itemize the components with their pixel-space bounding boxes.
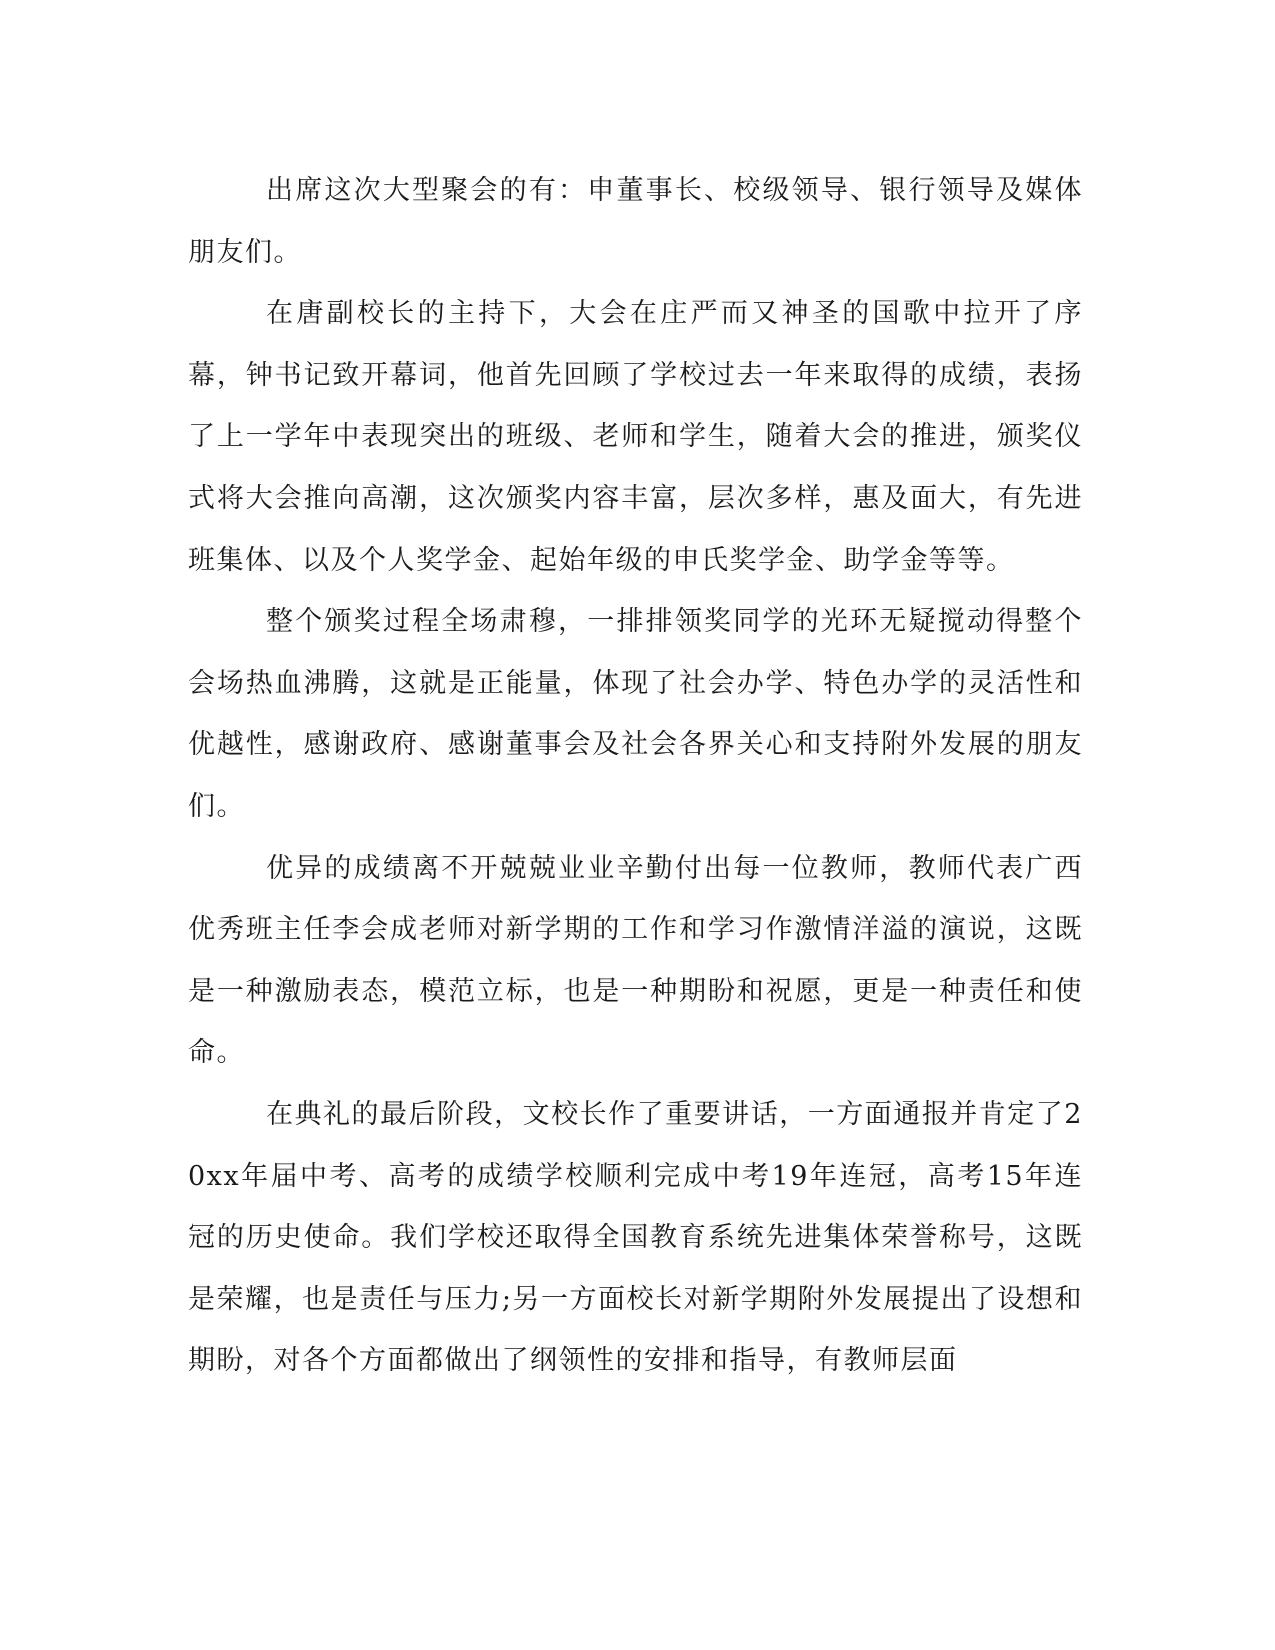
document-body [188, 160, 1083, 1392]
paragraph-principal-speech: 在典礼的最后阶段，文校长作了重要讲话，一方面通报并肯定了20xx年届中考、高考的成绩学校顺利完成中考19年连冠，高考15年连冠的历史使命。我们学校还取得全国教育系统先进集体荣誉称号，这既是荣耀，也是责任与压力;另一方面校长对新学期附外发展提出了设想和期盼，对各个方面都做出了纲领性的安排和指导，有教师层面 [188, 1098, 1083, 1377]
paragraph-teacher-speech: 优异的成绩离不开兢兢业业辛勤付出每一位教师，教师代表广西优秀班主任李会成老师对新学期的工作和学习作激情洋溢的演说，这既是一种激励表态，模范立标，也是一种期盼和祝愿，更是一种责任和使命。 [188, 852, 1083, 1069]
paragraph-opening: 在唐副校长的主持下，大会在庄严而又神圣的国歌中拉开了序幕，钟书记致开幕词，他首先回顾了学校过去一年来取得的成绩，表扬了上一学年中表现突出的班级、老师和学生，随着大会的推进，颁奖仪式将大会推向高潮，这次颁奖内容丰富，层次多样，惠及面大，有先进班集体、以及个人奖学金、起始年级的申氏奖学金、助学金等等。 [188, 298, 1083, 576]
paragraph-attendees: 出席这次大型聚会的有：申董事长、校级领导、银行领导及媒体朋友们。 [188, 175, 1083, 268]
paragraph-awards: 整个颁奖过程全场肃穆，一排排领奖同学的光环无疑搅动得整个会场热血沸腾，这就是正能量，体现了社会办学、特色办学的灵活性和优越性，感谢政府、感谢董事会及社会各界关心和支持附外发展的朋友们。 [188, 606, 1083, 822]
